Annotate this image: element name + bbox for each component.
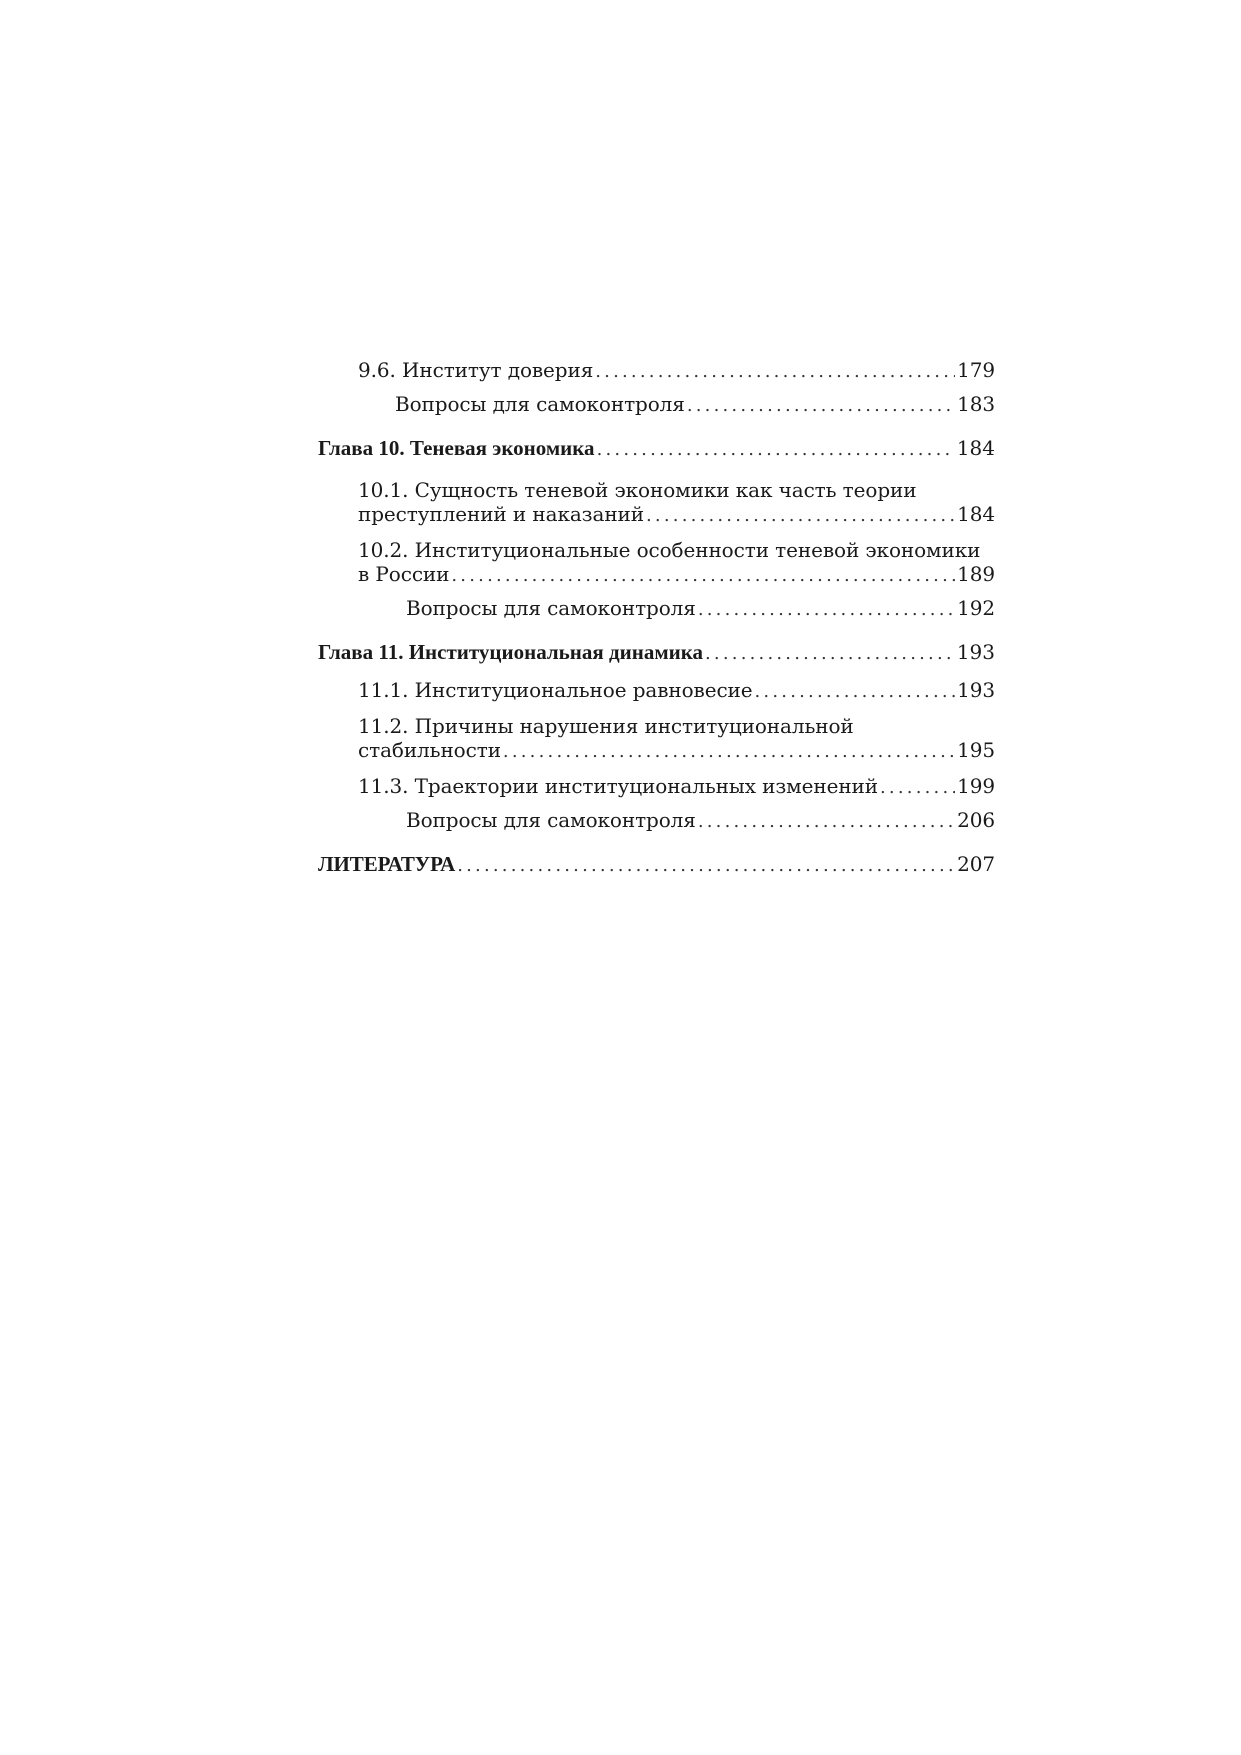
toc-line (358, 774, 995, 800)
toc-leader-dots (687, 394, 955, 418)
toc-entry-title: 11.1. Институциональное равновесие (358, 678, 753, 702)
toc-line (358, 358, 995, 384)
toc-entry-questions-ch9 (318, 392, 995, 418)
toc-line (318, 852, 995, 878)
toc-line (406, 808, 995, 834)
toc-leader-dots (755, 680, 956, 704)
toc-entry-title-line1: 10.2. Институциональные особенности теневой экономики (358, 538, 981, 562)
toc-page-number: 199 (957, 774, 995, 798)
toc-leader-dots (646, 504, 955, 528)
toc-entry-title: 11.3. Траектории институциональных изменений (358, 774, 879, 798)
toc-entry-title: Вопросы для самоконтроля (395, 392, 685, 416)
toc-entry-questions-ch11 (318, 808, 995, 834)
toc-entry-title: 9.6. Институт доверия (358, 358, 594, 382)
toc-chapter-11 (318, 640, 995, 666)
toc-entry-9-6 (318, 358, 995, 384)
toc-page-number: 192 (957, 596, 995, 620)
toc-entry-11-3 (318, 774, 995, 800)
toc-line (406, 596, 995, 622)
toc-line (358, 562, 995, 588)
toc-entry-title: преступлений и наказаний (358, 502, 645, 526)
toc-chapter-title: Глава 11. Институциональная динамика (318, 640, 704, 664)
toc-page-number: 189 (957, 562, 995, 586)
toc-line (395, 392, 995, 418)
toc-line (318, 436, 995, 462)
toc-page-number: 179 (957, 358, 995, 382)
toc-literature (318, 852, 995, 878)
toc-entry-10-1 (318, 478, 995, 528)
toc-entry-title-line1: 10.1. Сущность теневой экономики как часть теории (358, 478, 917, 502)
toc-chapter-10 (318, 436, 995, 462)
toc-entry-10-2 (318, 538, 995, 588)
toc-entry-title: стабильности (358, 738, 501, 762)
toc-entry-questions-ch10 (318, 596, 995, 622)
toc-entry-title: Вопросы для самоконтроля (406, 808, 696, 832)
toc-entry-11-1 (318, 678, 995, 704)
toc-leader-dots (503, 740, 955, 764)
toc-page-number: 207 (957, 852, 995, 876)
toc-chapter-title: Глава 10. Теневая экономика (318, 436, 595, 460)
toc-line (318, 640, 995, 666)
toc-leader-dots (597, 438, 955, 462)
toc-page-number: 195 (957, 738, 995, 762)
toc-entry-title-line1: 11.2. Причины нарушения институциональной (358, 714, 854, 738)
toc-entry-title: Вопросы для самоконтроля (406, 596, 696, 620)
toc-page-number: 184 (956, 436, 995, 460)
toc-literature-title: ЛИТЕРАТУРА (318, 852, 456, 876)
toc-leader-dots (880, 776, 955, 800)
toc-leader-dots (698, 598, 955, 622)
toc-leader-dots (451, 564, 955, 588)
toc-leader-dots (698, 810, 955, 834)
toc-page-number: 193 (956, 640, 995, 664)
toc-line (358, 738, 995, 764)
toc-line (358, 678, 995, 704)
toc-page-number: 184 (957, 502, 995, 526)
toc-leader-dots (457, 854, 955, 878)
table-of-contents (318, 358, 995, 878)
toc-leader-dots (595, 360, 955, 384)
toc-page-number: 193 (957, 678, 995, 702)
toc-page-number: 206 (957, 808, 995, 832)
toc-page-number: 183 (957, 392, 995, 416)
toc-entry-title: в России (358, 562, 450, 586)
toc-line (358, 502, 995, 528)
toc-leader-dots (705, 642, 955, 666)
toc-entry-11-2 (318, 714, 995, 764)
